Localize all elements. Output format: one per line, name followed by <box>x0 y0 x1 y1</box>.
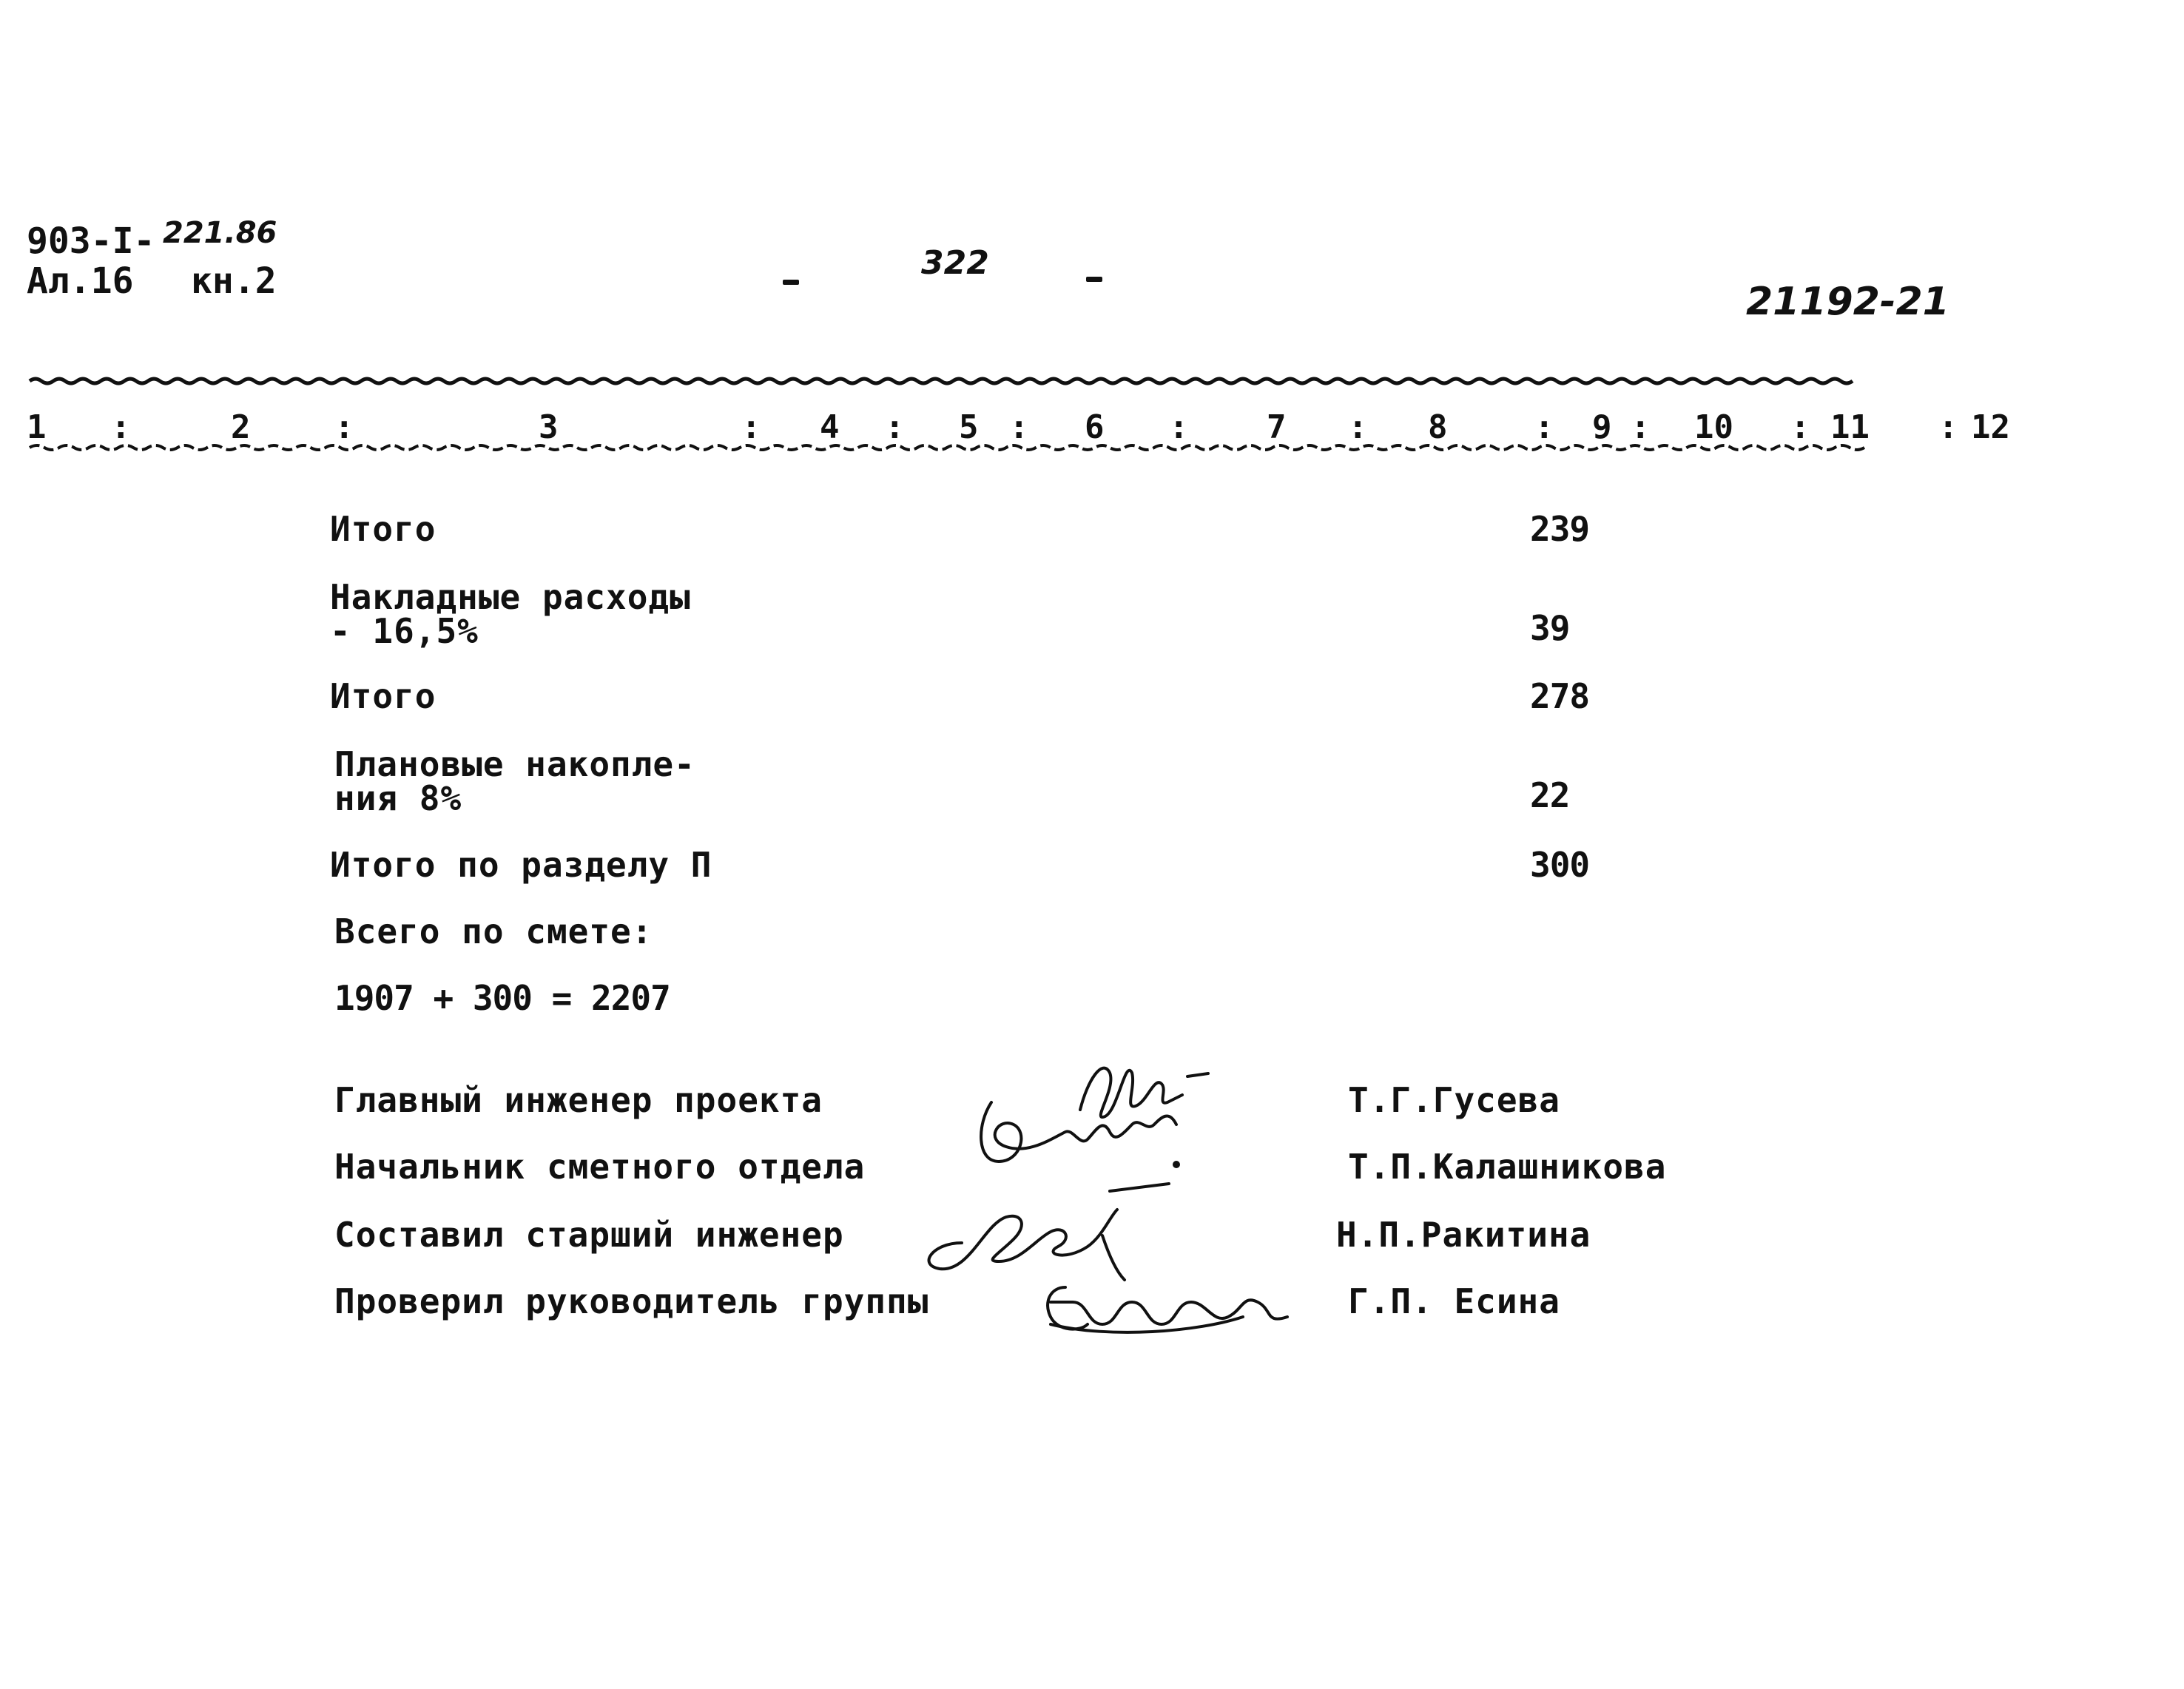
signature-name-esina: Г.П. Есина <box>1348 1281 1560 1321</box>
signature-1-mark <box>1080 1068 1182 1117</box>
col-sep: : <box>1009 408 1029 446</box>
col-8: 8 <box>1428 408 1448 446</box>
row-overhead-value: 39 <box>1530 608 1570 648</box>
signature-role-estimate-head: Начальник сметного отдела <box>334 1147 866 1187</box>
col-12: 12 <box>1971 408 2010 446</box>
col-sep: : <box>1348 408 1368 446</box>
inventory-number: 21192-21 <box>1746 280 1949 324</box>
col-sep: : <box>1534 408 1554 446</box>
grand-total-label: Всего по смете: <box>334 911 653 951</box>
col-5: 5 <box>959 408 979 446</box>
row-subtotal-value: 239 <box>1530 509 1590 549</box>
col-1: 1 <box>27 408 47 446</box>
col-4: 4 <box>820 408 840 446</box>
signature-3-mark <box>929 1210 1117 1269</box>
col-7: 7 <box>1267 408 1287 446</box>
signature-3-tail <box>1102 1235 1125 1280</box>
row-planned-label-line2: ния 8% <box>334 778 462 818</box>
col-sep: : <box>1938 408 1958 446</box>
signature-role-checker: Проверил руководитель группы <box>334 1281 929 1321</box>
signature-role-compiler: Составил старший инженер <box>334 1215 844 1255</box>
grand-total-formula: 1907 + 300 = 2207 <box>334 978 670 1018</box>
page-number: 322 <box>921 244 989 282</box>
row-overhead-label-line2: - 16,5% <box>330 611 479 651</box>
col-2: 2 <box>231 408 251 446</box>
col-sep: : <box>334 408 354 446</box>
col-10: 10 <box>1694 408 1733 446</box>
col-sep: : <box>1631 408 1651 446</box>
row-overhead-label-line1: Накладные расходы <box>330 577 691 617</box>
col-sep: : <box>1790 408 1810 446</box>
row-section-total-value: 300 <box>1530 845 1590 885</box>
series-number-handwritten: 221.86 <box>163 216 277 250</box>
signature-2-mark <box>981 1102 1176 1162</box>
signature-4-underline <box>1051 1317 1243 1332</box>
signature-name-rakitina: Н.П.Ракитина <box>1336 1215 1591 1255</box>
col-sep: : <box>885 408 905 446</box>
row-section-total-label: Итого по разделу П <box>330 845 712 885</box>
row-subtotal2-value: 278 <box>1530 676 1590 716</box>
col-sep: : <box>741 408 761 446</box>
signature-1-dash <box>1187 1073 1208 1076</box>
series-prefix: 903-I- <box>27 220 155 262</box>
signature-role-chief-engineer: Главный инженер проекта <box>334 1080 823 1120</box>
col-11: 11 <box>1830 408 1870 446</box>
col-6: 6 <box>1085 408 1105 446</box>
signature-name-gusyeva: Т.Г.Гусева <box>1348 1080 1560 1120</box>
signature-4-mark <box>1048 1287 1287 1329</box>
col-9: 9 <box>1592 408 1612 446</box>
row-subtotal-label: Итого <box>330 509 437 549</box>
row-planned-value: 22 <box>1530 775 1570 815</box>
signature-2-underline <box>1110 1184 1169 1191</box>
album-label: Ал.16 <box>27 260 134 302</box>
book-label: кн.2 <box>191 260 277 302</box>
col-sep: : <box>1169 408 1189 446</box>
row-subtotal2-label: Итого <box>330 676 437 716</box>
signature-name-kalashnikova: Т.П.Калашникова <box>1348 1147 1667 1187</box>
row-planned-label-line1: Плановые накопле- <box>334 744 695 784</box>
col-3: 3 <box>539 408 559 446</box>
col-sep: : <box>111 408 131 446</box>
